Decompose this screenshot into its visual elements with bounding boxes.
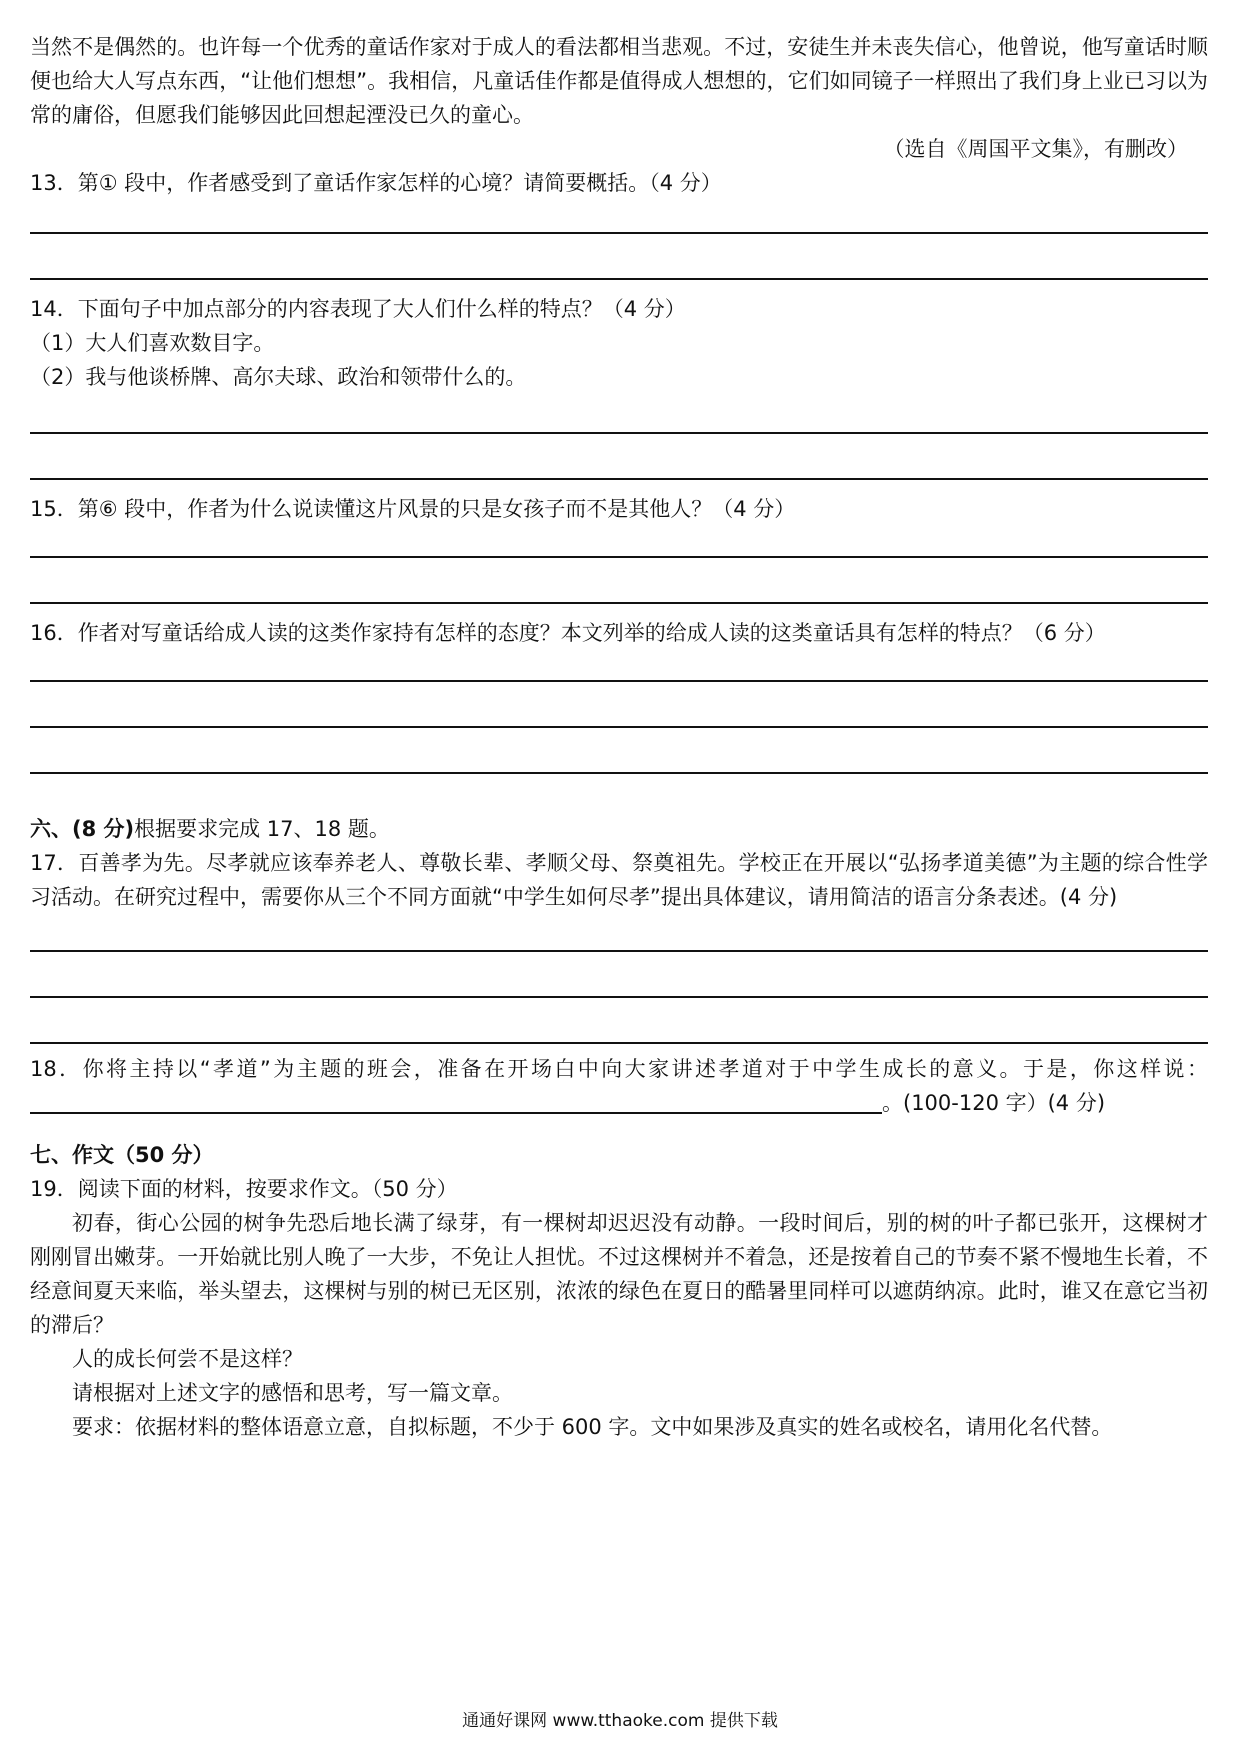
question-14: 14．下面句子中加点部分的内容表现了大人们什么样的特点？（4 分） xyxy=(30,297,686,321)
question-15: 15．第⑥ 段中，作者为什么说读懂这片风景的只是女孩子而不是其他人？（4 分） xyxy=(30,497,796,521)
essay-material-line-2: 人的成长何尝不是这样？ xyxy=(72,1347,303,1371)
question-16: 16．作者对写童话给成人读的这类作家持有怎样的态度？本文列举的给成人读的这类童话具有怎样的特点？（6 分） xyxy=(30,621,1106,645)
question-14-item-2: （2）我与他谈桥牌、高尔夫球、政治和领带什么的。 xyxy=(30,365,527,389)
essay-prompt: 请根据对上述文字的感悟和思考，写一篇文章。 xyxy=(72,1381,513,1405)
passage-text: 当然不是偶然的。也许每一个优秀的童话作家对于成人的看法都相当悲观。不过，安徒生并未丧失信心，他曾说，他写童话时顺便也给大人写点东西，“让他们想想”。我相信，凡童话佳作都是值得成人想想的，它们如同镜子一样照出了我们身上业已习以为常的庸俗，但愿我们能够因此回想起湮没已久的童心。 xyxy=(30,35,1208,127)
section-6-heading xyxy=(30,812,1208,846)
page-footer: 通通好课网 www.tthaoke.com 提供下载 xyxy=(462,1711,778,1731)
question-18 xyxy=(30,1052,1208,1120)
question-17: 17．百善孝为先。尽孝就应该奉养老人、尊敬长辈、孝顺父母、祭奠祖先。学校正在开展以“弘扬孝道美德”为主题的综合性学习活动。在研究过程中，需要你从三个不同方面就“中学生如何尽孝”提出具体建议，请用简洁的语言分条表述。(4 分) xyxy=(30,851,1208,909)
fill-in-blank[interactable] xyxy=(30,1090,882,1114)
essay-material: 初春，街心公园的树争先恐后地长满了绿芽，有一棵树却迟迟没有动静。一段时间后，别的树的叶子都已张开，这棵树才 刚刚冒出嫩芽。一开始就比别人晚了一大步，不免让人担忧。不过这棵树并不着急，还是按着自己的节奏不紧不慢地生长着，不经意间夏天来临，举头望去，这棵树与别的树已无区别，浓浓的绿色在夏日的酷暑里同样可以遮荫纳凉。此时，谁又在意它当初的滞后？ xyxy=(30,1211,1208,1337)
question-13: 13．第① 段中，作者感受到了童话作家怎样的心境？请简要概括。（4 分） xyxy=(30,171,722,195)
section-6-instruction: 根据要求完成 17、18 题。 xyxy=(134,817,390,841)
exam-page xyxy=(30,30,1208,1444)
question-18-prompt: 18．你将主持以“孝道”为主题的班会，准备在开场白中向大家讲述孝道对于中学生成长的意义。于是，你这样说： xyxy=(30,1057,1208,1081)
passage-source: （选自《周国平文集》，有删改） xyxy=(883,137,1188,161)
question-19: 19．阅读下面的材料，按要求作文。（50 分） xyxy=(30,1177,458,1201)
question-14-item-1: （1）大人们喜欢数目字。 xyxy=(30,331,275,355)
section-7-title: 七、作文（50 分） xyxy=(30,1143,214,1167)
question-18-suffix: 。(100-120 字）(4 分) xyxy=(882,1091,1106,1115)
section-6-title: 六、(8 分) xyxy=(30,817,135,841)
essay-requirement: 要求：依据材料的整体语意立意，自拟标题，不少于 600 字。文中如果涉及真实的姓名或校名，请用化名代替。 xyxy=(72,1415,1113,1439)
